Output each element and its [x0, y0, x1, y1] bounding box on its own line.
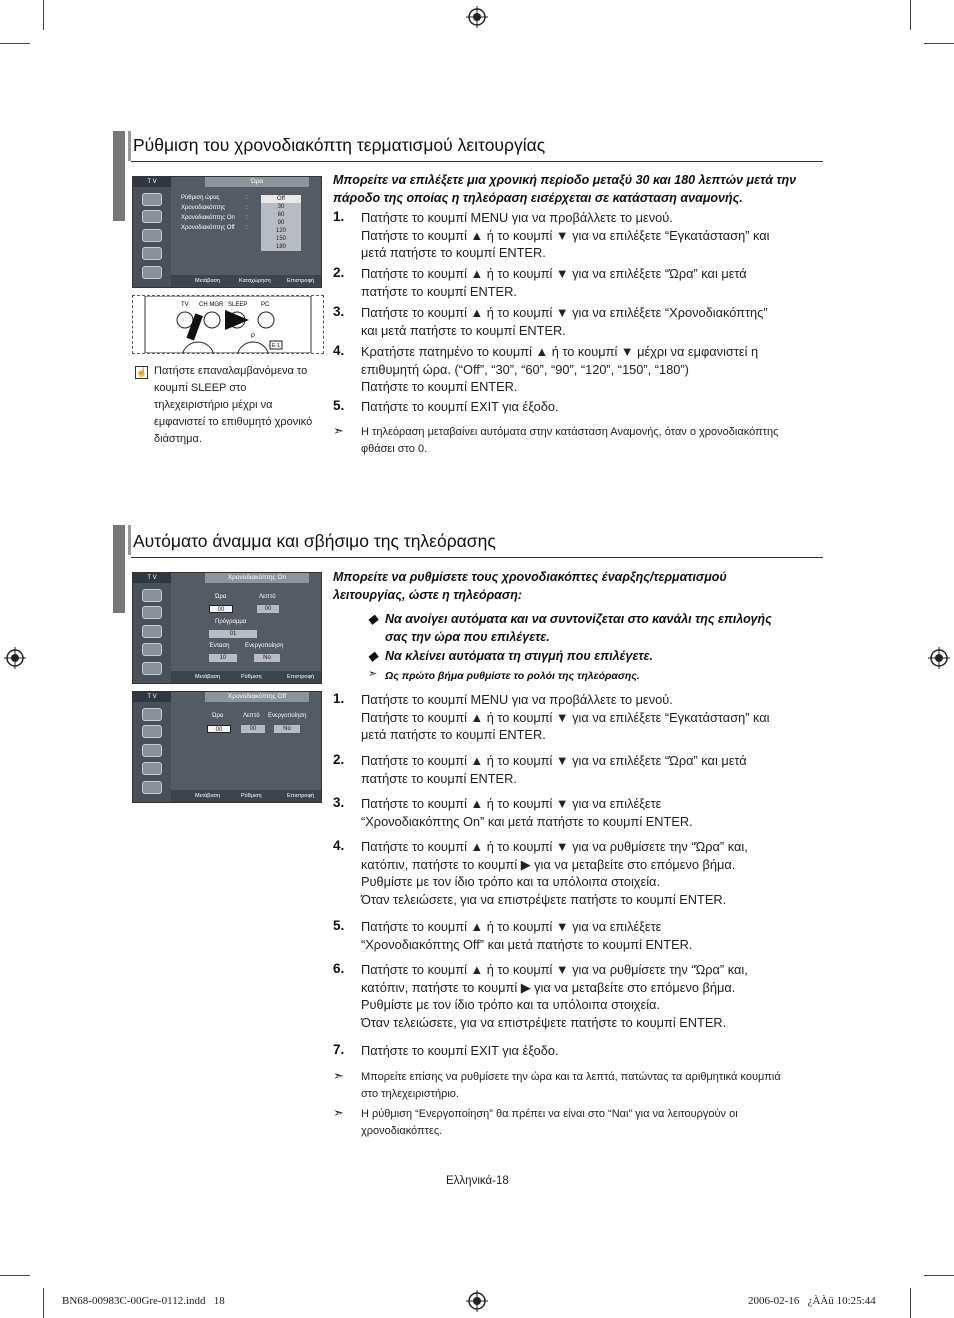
- menu-item: Ρύθμιση ώρας: [181, 195, 220, 201]
- tv-menu-header: Χρονοδιακόπτης On: [205, 573, 309, 583]
- tv-menu-header: Χρονοδιακόπτης Off: [205, 692, 309, 702]
- sound-icon: [142, 210, 162, 223]
- sleep-option: Off: [261, 195, 301, 203]
- tip-text: Ως πρώτο βήμα ρυθμίστε το ρολόι της τηλεόρασης.: [385, 670, 640, 682]
- input-icon: [142, 781, 162, 794]
- step-text: Πατήστε το κουμπί ▲ ή το κουμπί ▼ για να επιλέξετε “Ώρα” και μετά: [361, 753, 747, 768]
- note-arrow-icon: ➣: [368, 668, 378, 680]
- step-text: Πατήστε το κουμπί ▲ ή το κουμπί ▼ για να επιλέξετε: [361, 796, 662, 811]
- step-text: Όταν τελειώσετε, για να επιστρέψετε πατήστε το κουμπί ENTER.: [361, 891, 727, 907]
- note-text: φθάσει στο 0.: [361, 443, 428, 455]
- tv-menu-footer: [171, 671, 321, 683]
- activation-label: Ενεργοποίηση: [245, 643, 284, 649]
- section-rule: [131, 161, 823, 162]
- step-text: Πατήστε το κουμπί ▲ ή το κουμπί ▼ για να ρυθμίσετε την “Ώρα” και,: [361, 839, 748, 854]
- crop-mark: [910, 1288, 911, 1318]
- picture-icon: [142, 589, 162, 602]
- section2-intro-line: Μπορείτε να ρυθμίσετε τους χρονοδιακόπτες έναρξης/τερματισμού: [333, 570, 727, 584]
- minute-field[interactable]: 00: [257, 605, 279, 613]
- imprint-file: BN68-00983C-00Gre-0112.indd 18: [62, 1295, 225, 1307]
- note-arrow-icon: ➣: [333, 1068, 344, 1083]
- remote-label-sleep: SLEEP: [228, 302, 248, 308]
- step-text: μετά πατήστε το κουμπί ENTER.: [361, 727, 546, 742]
- imprint-date: 2006-02-16 ¿ÀÀü 10:25:44: [748, 1295, 876, 1307]
- channel-icon: [142, 229, 162, 242]
- step-number: 1.: [333, 691, 345, 706]
- step-text: Πατήστε το κουμπί ENTER.: [361, 379, 518, 394]
- tv-timer-on-screenshot: [132, 572, 322, 684]
- section-marker: [128, 525, 131, 555]
- section-marker: [113, 131, 125, 221]
- note-arrow-icon: ➣: [333, 423, 344, 438]
- bullet-text: Να κλείνει αυτόματα τη στιγμή που επιλέγετε.: [385, 649, 653, 663]
- section-title: Ρύθμιση του χρονοδιακόπτη τερματισμού λειτουργίας: [133, 135, 546, 155]
- step-number: 2.: [333, 752, 345, 767]
- step-text: Ρυθμίστε με τον ίδιο τρόπο και τα υπόλοιπα στοιχεία.: [361, 997, 661, 1012]
- tv-menu-header: Ώρα: [205, 177, 309, 187]
- menu-colon: :: [246, 225, 248, 231]
- diamond-bullet-icon: ◆: [368, 612, 378, 626]
- activation-field[interactable]: No: [274, 725, 300, 733]
- step-text: Πατήστε το κουμπί MENU για να προβάλλετε το μενού.: [361, 692, 673, 707]
- bullet-text: Να ανοίγει αυτόματα και να συντονίζεται στο κανάλι της επιλογής: [385, 612, 772, 626]
- remote-label-e1: E-1: [272, 343, 280, 349]
- tv-tab: T V: [133, 573, 171, 583]
- footer-return: Επιστροφή: [287, 674, 315, 680]
- step-text: Πατήστε το κουμπί ▲ ή το κουμπί ▼ για να ρυθμίσετε την “Ώρα” και,: [361, 962, 748, 977]
- step-text: Πατήστε το κουμπί ▲ ή το κουμπί ▼ για να επιλέξετε: [361, 919, 662, 934]
- footer-return: Επιστροφή: [287, 793, 315, 799]
- footer-adjust: Ρύθμιση: [241, 674, 262, 680]
- remote-label-p: P: [251, 334, 256, 340]
- sound-icon: [142, 725, 162, 738]
- minute-label: Λεπτό: [259, 594, 276, 600]
- crop-mark: [924, 43, 954, 44]
- crop-mark: [924, 1275, 954, 1276]
- tv-menu-sidebar: [133, 177, 171, 287]
- activation-field[interactable]: No: [254, 654, 280, 662]
- crop-mark: [43, 1288, 44, 1318]
- menu-colon: :: [246, 215, 248, 221]
- sleep-option: 120: [275, 228, 286, 234]
- footer-move: Μετάβαση: [195, 278, 221, 284]
- channel-icon: [142, 625, 162, 638]
- menu-colon: :: [246, 195, 248, 201]
- step-text: Πατήστε το κουμπί ▲ ή το κουμπί ▼ για να επιλέξετε “Εγκατάσταση” και: [361, 709, 770, 725]
- footer-return: Επιστροφή: [287, 278, 315, 284]
- sleep-option: 180: [275, 244, 286, 250]
- step-number: 3.: [333, 795, 345, 810]
- crop-mark: [43, 0, 44, 30]
- note-icon: ☝: [136, 367, 148, 377]
- hour-field[interactable]: 00: [207, 725, 231, 733]
- side-note: Πατήστε επαναλαμβανόμενα το κουμπί SLEEP στο τηλεχειριστήριο μέχρι να εμφανιστεί το επιθυμητό χρονικό διάστημα.: [154, 365, 313, 445]
- menu-colon: :: [246, 205, 248, 211]
- input-icon: [142, 662, 162, 675]
- step-text: Πατήστε το κουμπί MENU για να προβάλλετε το μενού.: [361, 210, 673, 225]
- program-field[interactable]: 01: [209, 630, 257, 638]
- step-text: και μετά πατήστε το κουμπί ENTER.: [361, 322, 566, 338]
- step-number: 1.: [333, 209, 345, 224]
- tv-menu-footer: [171, 790, 321, 802]
- page-number: Ελληνικά-18: [446, 1175, 509, 1187]
- step-text: Πατήστε το κουμπί EXIT για έξοδο.: [361, 1043, 559, 1058]
- section-title: Αυτόματο άναμμα και σβήσιμο της τηλεόρασης: [133, 531, 496, 551]
- menu-item: Χρονοδιακόπτης: [181, 205, 226, 211]
- sleep-option: 150: [275, 236, 286, 242]
- setup-icon: [142, 643, 162, 656]
- remote-label-pc: PC: [261, 302, 270, 308]
- step-text: κατόπιν, πατήστε το κουμπί ▶ για να μεταβείτε στο επόμενο βήμα.: [361, 979, 736, 995]
- step-number: 4.: [333, 838, 345, 853]
- tv-menu-footer: [171, 275, 321, 287]
- program-label: Πρόγραμμα: [215, 619, 247, 625]
- step-number: 3.: [333, 304, 345, 319]
- tv-tab: T V: [133, 692, 171, 702]
- step-text: Πατήστε το κουμπί EXIT για έξοδο.: [361, 399, 559, 414]
- menu-item: Χρονοδιακόπτης Off: [181, 225, 235, 231]
- crop-mark: [0, 1275, 30, 1276]
- input-icon: [142, 266, 162, 279]
- hour-label: Ώρα: [215, 594, 227, 600]
- step-number: 5.: [333, 918, 345, 933]
- step-text: Κρατήστε πατημένο το κουμπί ▲ ή το κουμπί ▼ μέχρι να εμφανιστεί η: [361, 344, 759, 359]
- section-marker: [128, 131, 131, 161]
- activation-label: Ενεργοποίηση: [268, 713, 307, 719]
- registration-mark-icon: [928, 647, 950, 669]
- step-number: 7.: [333, 1042, 345, 1057]
- footer-adjust: Ρύθμιση: [241, 793, 262, 799]
- step-number: 5.: [333, 398, 345, 413]
- step-text: Πατήστε το κουμπί ▲ ή το κουμπί ▼ για να επιλέξετε “Χρονοδιακόπτης”: [361, 305, 768, 320]
- section1-intro: Μπορείτε να επιλέξετε μια χρονική περίοδο μεταξύ 30 και 180 λεπτών μετά την πάροδο της οποίας η τηλεόραση εισέρχεται σε κατάσταση αναμονής.: [333, 173, 797, 205]
- crop-mark: [910, 0, 911, 30]
- minute-label: Λεπτό: [243, 713, 260, 719]
- step-text: Πατήστε το κουμπί ▲ ή το κουμπί ▼ για να επιλέξετε “Εγκατάσταση” και: [361, 227, 770, 243]
- step-text: Όταν τελειώσετε, για να επιστρέψετε πατήστε το κουμπί ENTER.: [361, 1014, 727, 1030]
- sleep-option: 60: [277, 212, 285, 218]
- step-text: “Χρονοδιακόπτης Off” και μετά πατήστε το κουμπί ENTER.: [361, 936, 693, 952]
- menu-item: Χρονοδιακόπτης On: [181, 215, 235, 221]
- note-arrow-icon: ➣: [333, 1105, 344, 1120]
- step-text: πατήστε το κουμπί ENTER.: [361, 283, 517, 299]
- footer-enter: Καταχώρηση: [239, 278, 271, 284]
- setup-icon: [142, 247, 162, 260]
- step-number: 2.: [333, 265, 345, 280]
- section-rule: [131, 557, 823, 558]
- hour-label: Ώρα: [212, 713, 224, 719]
- step-text: Ρυθμίστε με τον ίδιο τρόπο και τα υπόλοιπα στοιχεία.: [361, 874, 661, 889]
- footer-move: Μετάβαση: [195, 674, 221, 680]
- step-text: “Χρονοδιακόπτης On” και μετά πατήστε το κουμπί ENTER.: [361, 813, 693, 829]
- remote-buttons-icon: [133, 296, 323, 353]
- registration-mark-icon: [466, 1290, 488, 1312]
- sleep-options-list: [261, 195, 301, 251]
- sound-icon: [142, 606, 162, 619]
- remote-label-chmgr: CH MGR: [199, 302, 224, 308]
- channel-icon: [142, 744, 162, 757]
- note-text: στο τηλεχειριστήριο.: [361, 1088, 459, 1100]
- diamond-bullet-icon: ◆: [368, 649, 378, 663]
- hour-field[interactable]: 00: [209, 605, 233, 613]
- remote-control-illustration: [132, 295, 324, 354]
- volume-label: Ένταση: [209, 643, 230, 649]
- tv-tab: T V: [133, 177, 171, 187]
- registration-mark-icon: [4, 647, 26, 669]
- note-text: χρονοδιακόπτες.: [361, 1125, 443, 1137]
- step-text: Πατήστε το κουμπί ▲ ή το κουμπί ▼ για να επιλέξετε “Ώρα” και μετά: [361, 266, 747, 281]
- step-text: μετά πατήστε το κουμπί ENTER.: [361, 245, 546, 260]
- footer-move: Μετάβαση: [195, 793, 221, 799]
- step-text: κατόπιν, πατήστε το κουμπί ▶ για να μεταβείτε στο επόμενο βήμα.: [361, 856, 736, 872]
- note-text: Η τηλεόραση μεταβαίνει αυτόματα στην κατάσταση Αναμονής, όταν ο χρονοδιακόπτης: [361, 426, 779, 438]
- tv-menu-screenshot: [132, 176, 322, 288]
- sleep-option: 90: [277, 220, 285, 226]
- picture-icon: [142, 193, 162, 206]
- tv-menu-sidebar: [133, 692, 171, 802]
- tv-timer-off-screenshot: [132, 691, 322, 803]
- tv-menu-sidebar: [133, 573, 171, 683]
- remote-label-tv: TV: [181, 302, 189, 308]
- step-number: 4.: [333, 343, 345, 358]
- section-marker: [113, 525, 125, 613]
- picture-icon: [142, 708, 162, 721]
- bullet-text: σας την ώρα που επιλέγετε.: [385, 630, 550, 644]
- minute-field[interactable]: 00: [241, 725, 265, 733]
- step-text: επιθυμητή ώρα. (“Off”, “30”, “60”, “90”, “120”, “150”, “180”): [361, 361, 689, 377]
- note-text: Μπορείτε επίσης να ρυθμίσετε την ώρα και τα λεπτά, πατώντας τα αριθμητικά κουμπιά: [361, 1071, 781, 1083]
- section2-intro-line: λειτουργίας, ώστε η τηλεόραση:: [333, 588, 523, 602]
- setup-icon: [142, 762, 162, 775]
- note-text: Η ρύθμιση “Ενεργοποίηση” θα πρέπει να είναι στο “Ναι” για να λειτουργούν οι: [361, 1108, 738, 1120]
- crop-mark: [0, 43, 30, 44]
- volume-field[interactable]: 10: [209, 654, 237, 662]
- registration-mark-icon: [466, 6, 488, 28]
- step-number: 6.: [333, 961, 345, 976]
- step-text: πατήστε το κουμπί ENTER.: [361, 770, 517, 786]
- sleep-option: 30: [277, 204, 285, 210]
